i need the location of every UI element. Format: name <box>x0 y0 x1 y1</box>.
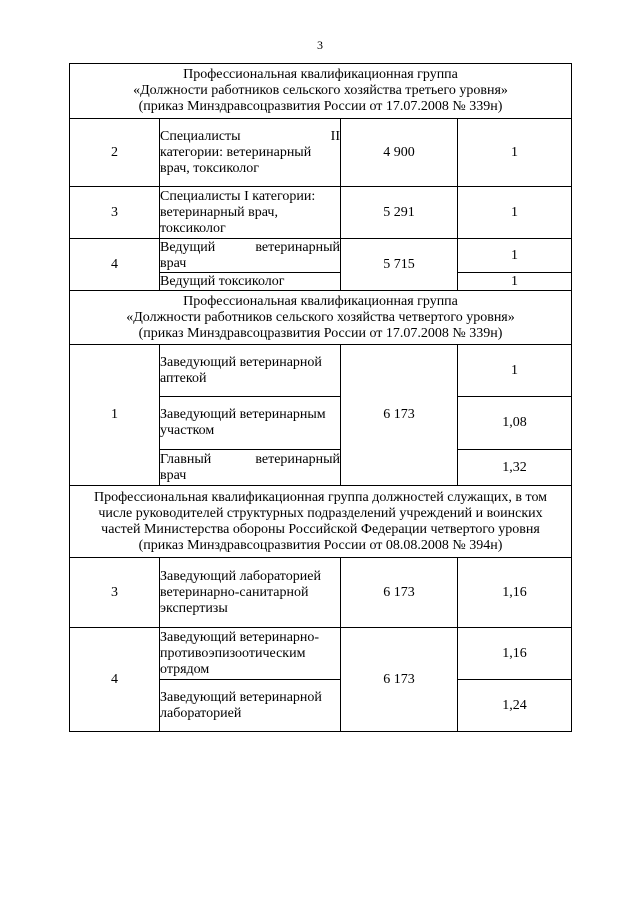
position-title: Заведующий ветеринарной аптекой <box>160 345 341 397</box>
position-title <box>160 239 341 273</box>
group-header-line: числе руководителей структурных подразделений учреждений и воинских <box>98 505 543 521</box>
salary-cell: 4 900 <box>341 119 458 187</box>
group-header-line: «Должности работников сельского хозяйства четвертого уровня» <box>126 309 515 325</box>
title-word: Специалисты <box>160 128 241 144</box>
title-word: ветеринарный <box>255 451 340 467</box>
salary-cell: 5 715 <box>341 239 458 291</box>
group-header-line: Профессиональная квалификационная группа <box>183 293 458 309</box>
position-title: Заведующий ветеринарной лабораторией <box>160 680 341 732</box>
group-header-line: (приказ Минздравсоцразвития России от 17.07.2008 № 339н) <box>138 99 503 114</box>
table-row <box>70 558 572 628</box>
title-rest: категории: ветеринарный врач, токсиколог <box>160 144 312 176</box>
position-title: Ведущий токсиколог <box>160 273 341 291</box>
row-number: 3 <box>70 187 160 239</box>
group-header-row <box>70 291 572 345</box>
qualification-table <box>69 63 572 732</box>
coefficient-cell: 1 <box>458 119 572 187</box>
coefficient-cell: 1 <box>458 345 572 397</box>
row-number: 1 <box>70 345 160 486</box>
position-title: Заведующий лабораторией ветеринарно-санитарной экспертизы <box>160 558 341 628</box>
coefficient-cell: 1,32 <box>458 450 572 486</box>
title-word: Главный <box>160 451 212 467</box>
table-row <box>70 119 572 187</box>
row-number: 4 <box>70 239 160 291</box>
row-number: 4 <box>70 628 160 732</box>
position-title: Специалисты I категории: ветеринарный врач, токсиколог <box>160 187 341 239</box>
group-header <box>70 64 572 119</box>
group-header-row <box>70 486 572 558</box>
title-word: II <box>330 128 340 144</box>
group-header-line: частей Министерства обороны Российской Федерации четвертого уровня <box>101 521 540 537</box>
salary-cell: 6 173 <box>341 558 458 628</box>
group-header-line: Профессиональная квалификационная группа должностей служащих, в том <box>93 489 548 505</box>
table-row <box>70 187 572 239</box>
title-rest: врач <box>160 467 187 483</box>
coefficient-cell: 1 <box>458 273 572 291</box>
row-number: 2 <box>70 119 160 187</box>
group-header <box>70 486 572 558</box>
row-number: 3 <box>70 558 160 628</box>
group-header-line: «Должности работников сельского хозяйства третьего уровня» <box>133 83 508 98</box>
salary-cell: 6 173 <box>341 628 458 732</box>
table-row <box>70 239 572 273</box>
salary-cell: 6 173 <box>341 345 458 486</box>
coefficient-cell: 1,16 <box>458 558 572 628</box>
title-rest: врач <box>160 255 187 271</box>
group-header-row <box>70 64 572 119</box>
coefficient-cell: 1,08 <box>458 397 572 450</box>
group-header <box>70 291 572 345</box>
coefficient-cell: 1 <box>458 187 572 239</box>
table-row <box>70 628 572 680</box>
coefficient-cell: 1,16 <box>458 628 572 680</box>
position-title: Заведующий ветеринарным участком <box>160 397 341 450</box>
salary-cell: 5 291 <box>341 187 458 239</box>
page-number: 3 <box>317 38 323 52</box>
position-title: Заведующий ветеринарно-противоэпизоотическим отрядом <box>160 628 341 680</box>
coefficient-cell: 1 <box>458 239 572 273</box>
group-header-line: Профессиональная квалификационная группа <box>183 67 458 82</box>
table-row <box>70 345 572 397</box>
title-word: Ведущий <box>160 239 216 255</box>
group-header-line: (приказ Минздравсоцразвития России от 17.07.2008 № 339н) <box>138 325 503 341</box>
title-word: ветеринарный <box>255 239 340 255</box>
position-title <box>160 119 341 187</box>
group-header-line: (приказ Минздравсоцразвития России от 08.08.2008 № 394н) <box>138 537 503 553</box>
position-title <box>160 450 341 486</box>
coefficient-cell: 1,24 <box>458 680 572 732</box>
